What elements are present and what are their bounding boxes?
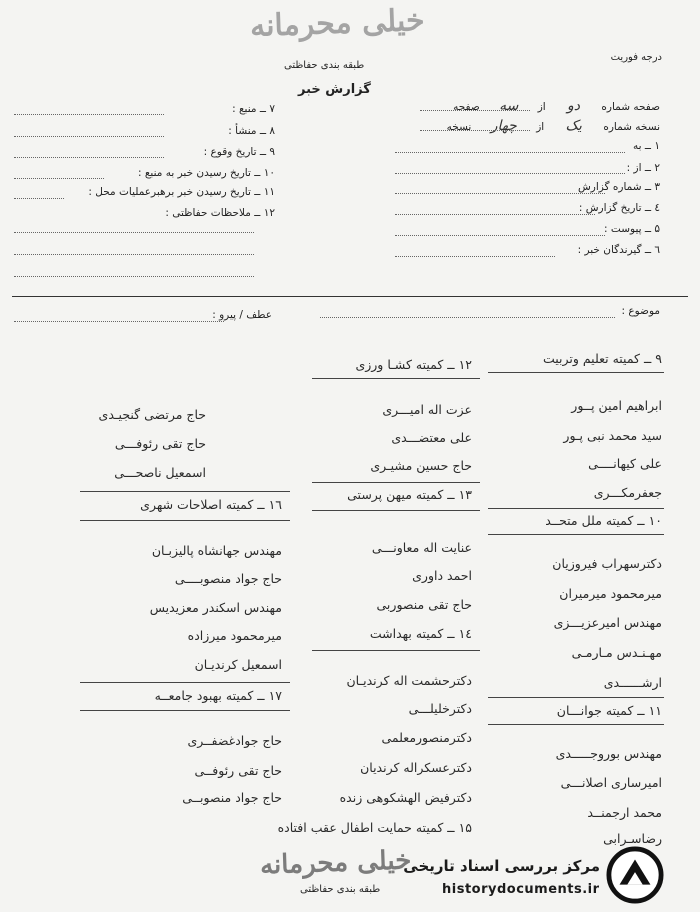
heading-underline — [488, 724, 664, 725]
page-number-value: دو — [567, 98, 581, 114]
committee-heading: ۱۵ ــ کمیته حمایت اطفال عقب افتاده — [277, 820, 472, 835]
dotted-line — [395, 214, 595, 215]
field-attachment: ۵ ــ پیوست : — [604, 223, 660, 235]
member-name: ارشــــــدی — [603, 675, 662, 690]
field-origin: ۸ ــ منشأ : — [228, 125, 275, 137]
member-name: رضاسـرابی — [603, 831, 662, 846]
copy-of-label: از — [536, 121, 545, 133]
dotted-line — [14, 114, 164, 115]
member-name: حاج جواد منصوبــــی — [174, 571, 282, 586]
dotted-line — [395, 173, 625, 174]
member-name: سید محمد نبی پـور — [563, 428, 662, 443]
member-name: دکترمنصورمعلمی — [381, 730, 472, 745]
dotted-line — [420, 110, 530, 111]
member-name: حاج جوادغضفــری — [187, 733, 282, 748]
committee-heading: ۱۲ ــ کمیته کشـا ورزی — [355, 357, 472, 372]
member-name: دکترفیض الهشکوهی زنده — [339, 790, 472, 805]
heading-overline — [80, 682, 290, 683]
bottom-classification-stamp: خیلی محرمانه — [259, 845, 412, 881]
member-name: حاج مرتضی گنجیـدی — [98, 407, 206, 422]
member-name: میرمحمود میرزاده — [187, 628, 282, 643]
heading-underline — [488, 372, 664, 373]
member-name: میرمحمود میرمیران — [559, 586, 662, 601]
reference-line — [14, 321, 224, 322]
subject-label: موضوع : — [621, 305, 660, 317]
member-name: علی کیهانــــی — [588, 456, 662, 471]
member-name: اسمعیل ناصحـــی — [114, 465, 206, 480]
member-name: دکترسهراب فیروزیان — [552, 556, 662, 571]
member-name: جعفرمکـــری — [593, 485, 662, 500]
member-name: مهندس امیرعزیـــزی — [553, 615, 662, 630]
field-local-receipt-date: ۱۱ ــ تاریخ رسیدن خبر برهبرعملیات محل : — [88, 186, 275, 198]
heading-underline — [80, 710, 290, 711]
dotted-line — [14, 178, 104, 179]
page-number-row — [390, 98, 660, 114]
dotted-line — [14, 136, 164, 137]
field-security-notes: ۱۲ ــ ملاحظات حفاظتی : — [165, 207, 275, 219]
bottom-classification-label: طبقه بندی حفاظتی — [300, 884, 381, 895]
heading-overline — [312, 482, 480, 483]
member-name: حاج تقی رئوفـــی — [114, 436, 206, 451]
member-name: ابراهیم امین پــور — [571, 398, 662, 413]
watermark-name: مرکز بررسی اسناد تاریخی — [403, 857, 600, 875]
dotted-line — [395, 152, 625, 153]
field-from: ۲ ــ از : — [626, 162, 660, 174]
field-recipients: ٦ ــ گیرندگان خبر : — [577, 244, 660, 256]
committee-heading: ۱۱ ــ کمیته جوانـــان — [556, 703, 662, 718]
committee-heading: ۱٦ ــ کمیته اصلاحات شهری — [140, 497, 282, 512]
member-name: اسمعیل کرندیـان — [194, 657, 282, 672]
member-name: محمد ارجمنــد — [587, 805, 662, 820]
heading-overline — [488, 508, 664, 509]
dotted-line — [420, 130, 530, 131]
member-name: دکترعسکراله کرندیان — [360, 760, 472, 775]
dotted-line — [14, 276, 254, 277]
copies-total-value: چهار — [490, 118, 517, 134]
field-to: ۱ ــ به — [632, 140, 660, 152]
watermark-logo-icon — [606, 846, 664, 904]
priority-label: درجه فوریت — [610, 52, 662, 63]
classification-label: طبقه بندی حفاظتی — [284, 60, 365, 71]
heading-underline — [312, 378, 480, 379]
field-source-receipt-date: ۱۰ ــ تاریخ رسیدن خبر به منبع : — [137, 167, 275, 179]
heading-underline — [312, 650, 480, 651]
dotted-line — [14, 232, 254, 233]
heading-underline — [312, 510, 480, 511]
dotted-line — [14, 157, 164, 158]
member-name: عنایت اله معاونـــی — [371, 540, 472, 555]
heading-overline — [80, 491, 290, 492]
field-event-date: ۹ ــ تاریخ وقوع : — [203, 146, 275, 158]
member-name: حاج تقی منصوربی — [376, 597, 472, 612]
committee-heading: ۱۰ ــ کمیته ملل متحــد — [545, 513, 662, 528]
committee-heading: ۹ ــ کمیته تعلیم وتربیت — [542, 351, 662, 366]
member-name: حاج تقی رئوفــی — [194, 763, 282, 778]
dotted-line — [14, 254, 254, 255]
committee-heading: ۱۷ ــ کمیته بهبود جامعــه — [154, 688, 282, 703]
subject-line — [320, 317, 615, 318]
dotted-line — [14, 198, 64, 199]
member-name: مهندس بوروجـــــدی — [555, 746, 662, 761]
dotted-line — [395, 193, 605, 194]
pages-total-value: سه — [499, 98, 519, 114]
member-name: عزت اله امیـــری — [382, 402, 472, 417]
heading-overline — [488, 697, 664, 698]
committee-heading: ۱٤ ــ کمیته بهداشت — [369, 626, 472, 641]
committee-heading: ۱۳ ــ کمیته میهن پرستی — [347, 487, 472, 502]
top-classification-stamp: خیلی محرمانه — [249, 2, 426, 45]
member-name: علی معتضـــدی — [391, 430, 472, 445]
page-title: گزارش خبر — [298, 82, 371, 97]
member-name: مهندس جهانشاه پالیزبـان — [151, 543, 282, 558]
field-report-number: ۳ ــ شماره گزارش — [577, 181, 660, 193]
member-name: امیرساری اصلانـــی — [560, 775, 662, 790]
dotted-line — [395, 235, 605, 236]
member-name: دکترخلیلـــی — [408, 701, 472, 716]
member-name: مهندس اسکندر معزیدیس — [149, 600, 282, 615]
copy-number-row — [390, 118, 660, 134]
field-report-date: ٤ ــ تاریخ گزارش : — [578, 202, 660, 214]
watermark-url: historydocuments.ir — [442, 882, 600, 897]
member-name: حاج جواد منصوبــی — [182, 790, 282, 805]
copy-number-value: یک — [565, 118, 582, 134]
reference-label: عطف / پیرو : — [212, 309, 272, 321]
member-name: مهـنـدس مـارمـی — [571, 645, 662, 660]
copy-unit-label: نسخه — [446, 121, 472, 133]
page-of-label: از — [537, 101, 546, 113]
dotted-line — [395, 256, 555, 257]
heading-underline — [488, 534, 664, 535]
header-separator — [12, 296, 688, 297]
page-number-label: صفحه شماره — [601, 101, 660, 113]
member-name: احمد داوری — [412, 568, 472, 583]
copy-number-label: نسخه شماره — [603, 121, 660, 133]
heading-underline — [80, 520, 290, 521]
page-unit-label: صفحه — [453, 101, 480, 113]
member-name: حاج حسین مشیـری — [370, 458, 472, 473]
field-source: ۷ ــ منبع : — [232, 103, 275, 115]
member-name: دکترحشمت اله کرندیـان — [346, 673, 472, 688]
